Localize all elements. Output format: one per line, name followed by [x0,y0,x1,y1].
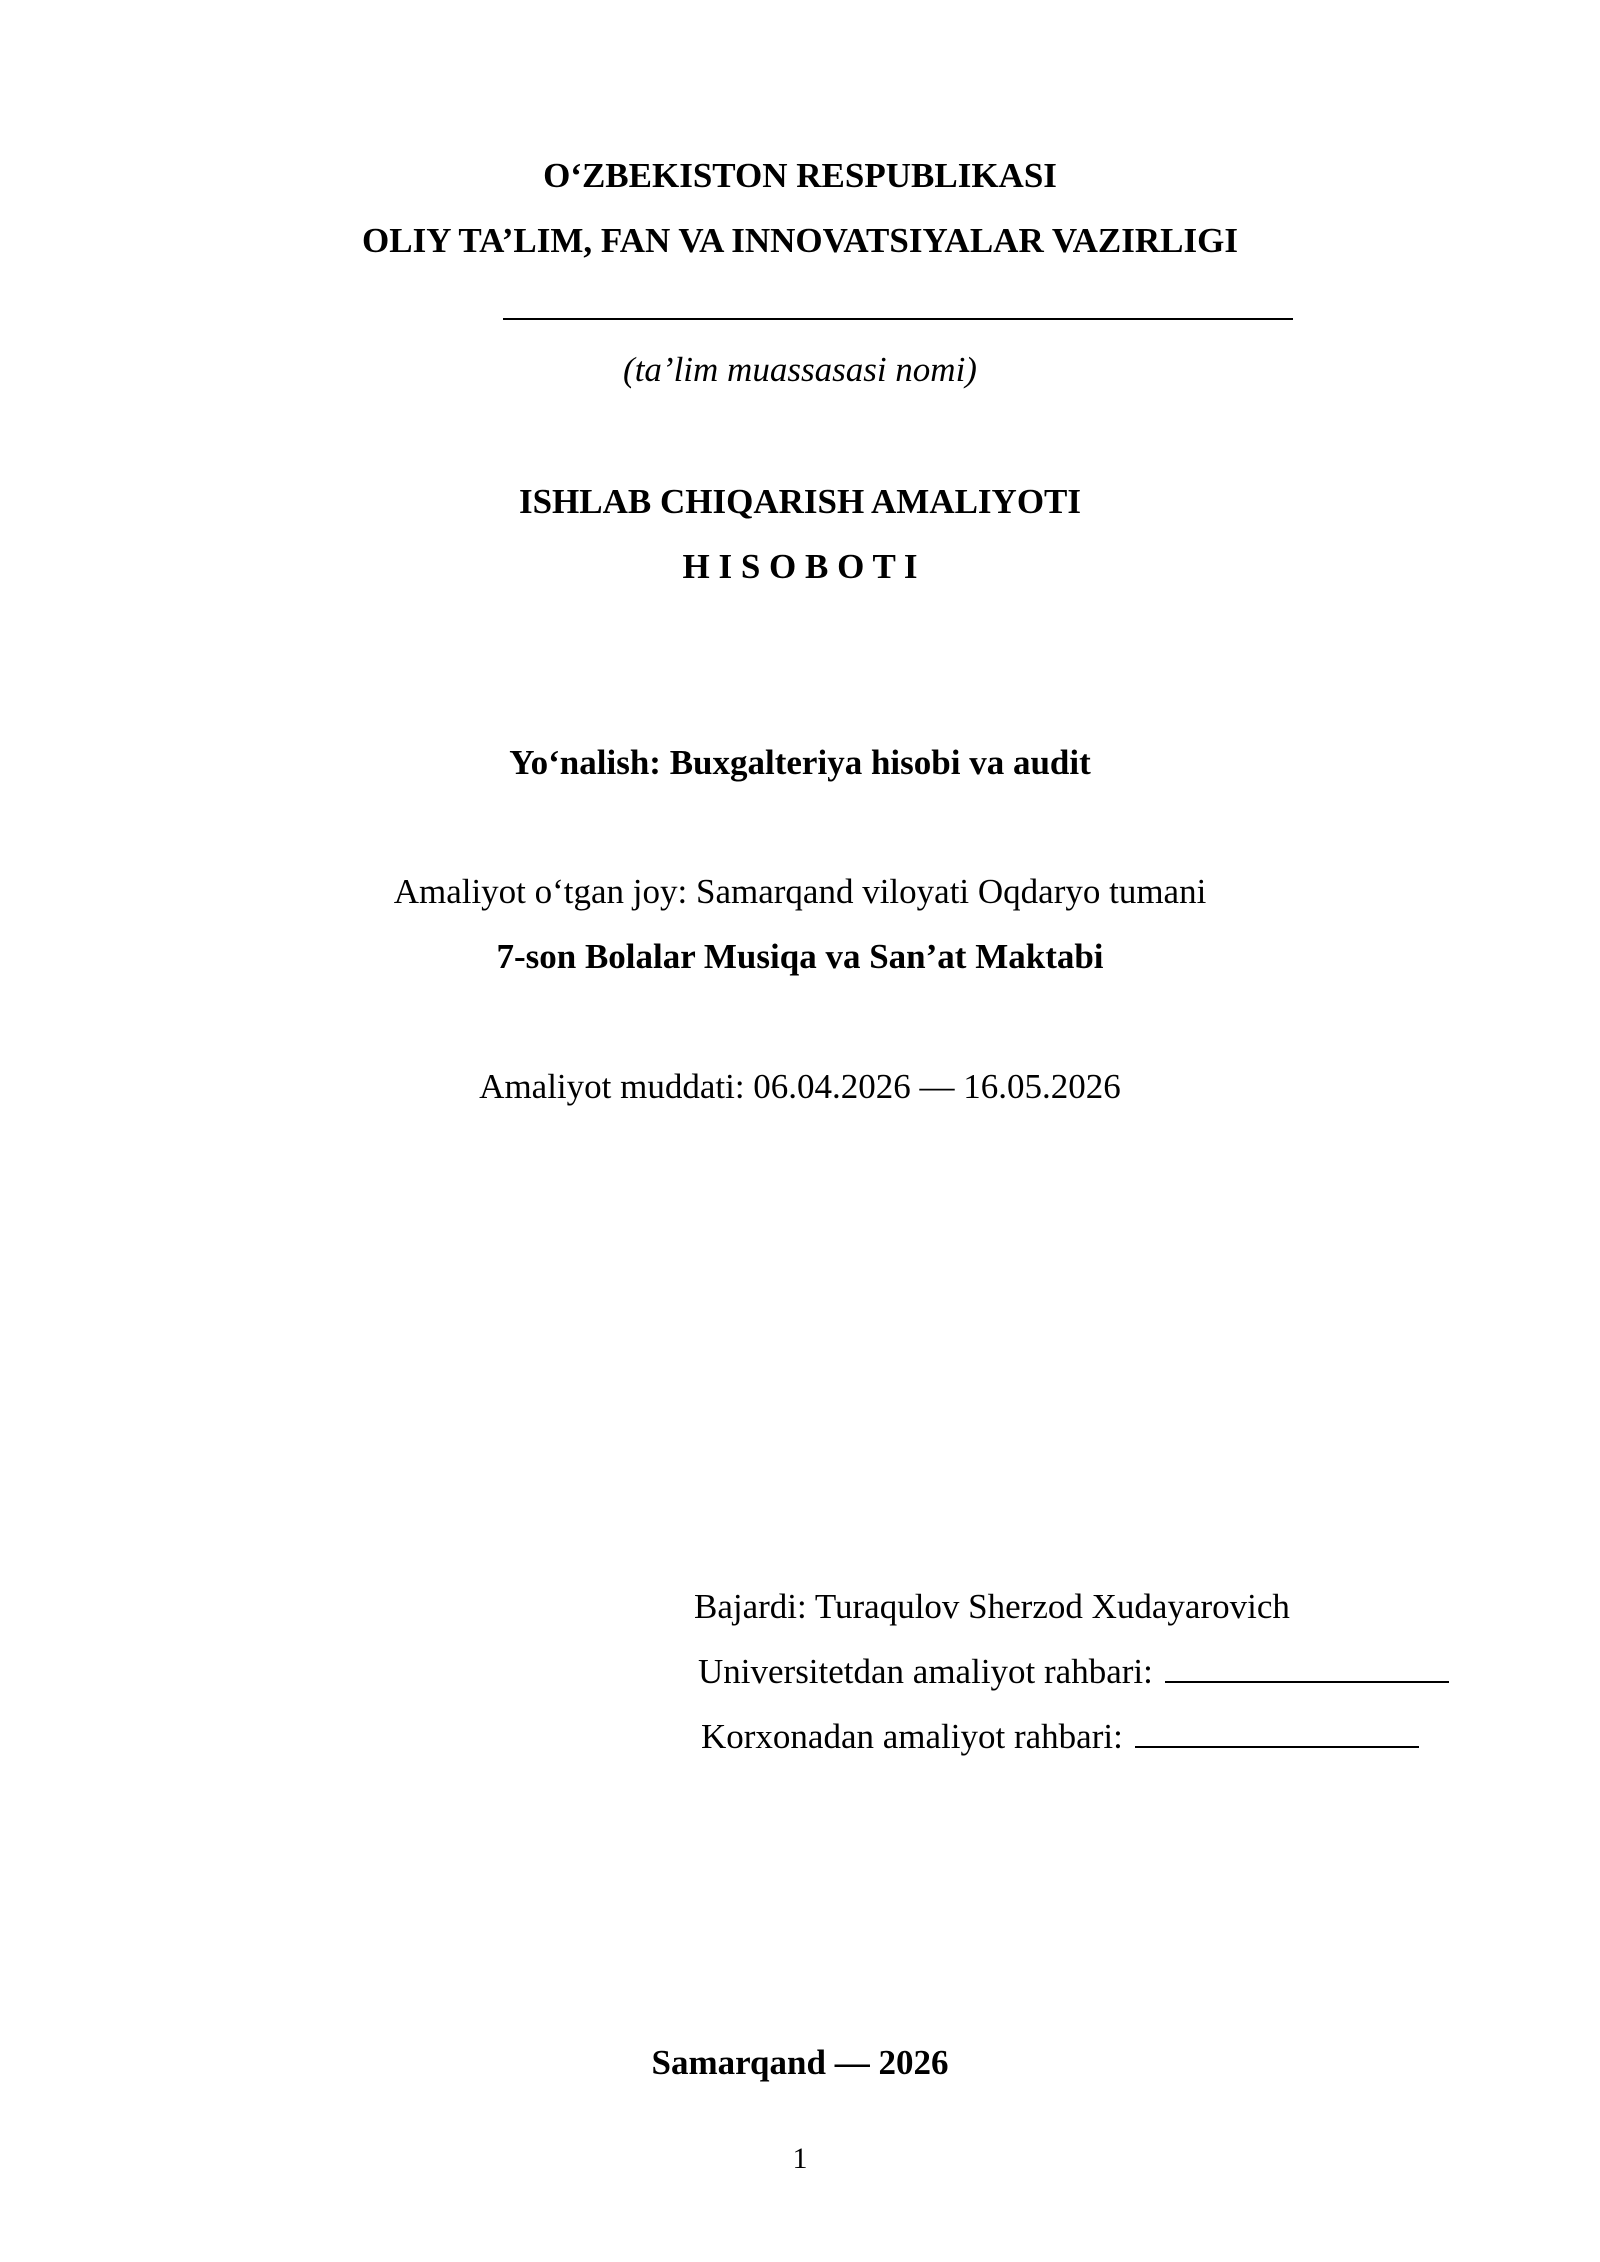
country-heading: O‘ZBEKISTON RESPUBLIKASI [543,156,1057,195]
institution-name-caption: (ta’lim muassasasi nomi) [623,350,977,389]
company-supervisor-label: Korxonadan amaliyot rahbari: [701,1717,1123,1756]
report-subtitle: H I S O B O T I [682,547,918,586]
company-supervisor-signature-blank [1135,1746,1419,1748]
university-supervisor-label: Universitetdan amaliyot rahbari: [698,1652,1153,1691]
institution-name-blank [503,318,1293,320]
company-supervisor-line [701,1715,1419,1759]
practice-place-line: Amaliyot o‘tgan joy: Samarqand viloyati Oqdaryo tumani [393,872,1207,911]
university-supervisor-signature-blank [1165,1681,1449,1683]
practice-organization-line: 7-son Bolalar Musiqa va San’at Maktabi [496,937,1104,976]
ministry-heading: OLIY TA’LIM, FAN VA INNOVATSIYALAR VAZIRLIGI [362,221,1238,260]
performed-by-line [694,1585,1290,1629]
page-number: 1 [792,2142,808,2175]
direction-line: Yo‘nalish: Buxgalteriya hisobi va audit [509,743,1091,782]
report-title: ISHLAB CHIQARISH AMALIYOTI [518,482,1082,521]
performed-by-text: Bajardi: Turaqulov Sherzod Xudayarovich [694,1587,1290,1626]
city-year: Samarqand — 2026 [651,2043,949,2082]
university-supervisor-line [698,1650,1449,1694]
practice-period-line: Amaliyot muddati: 06.04.2026 — 16.05.2026 [479,1067,1121,1106]
